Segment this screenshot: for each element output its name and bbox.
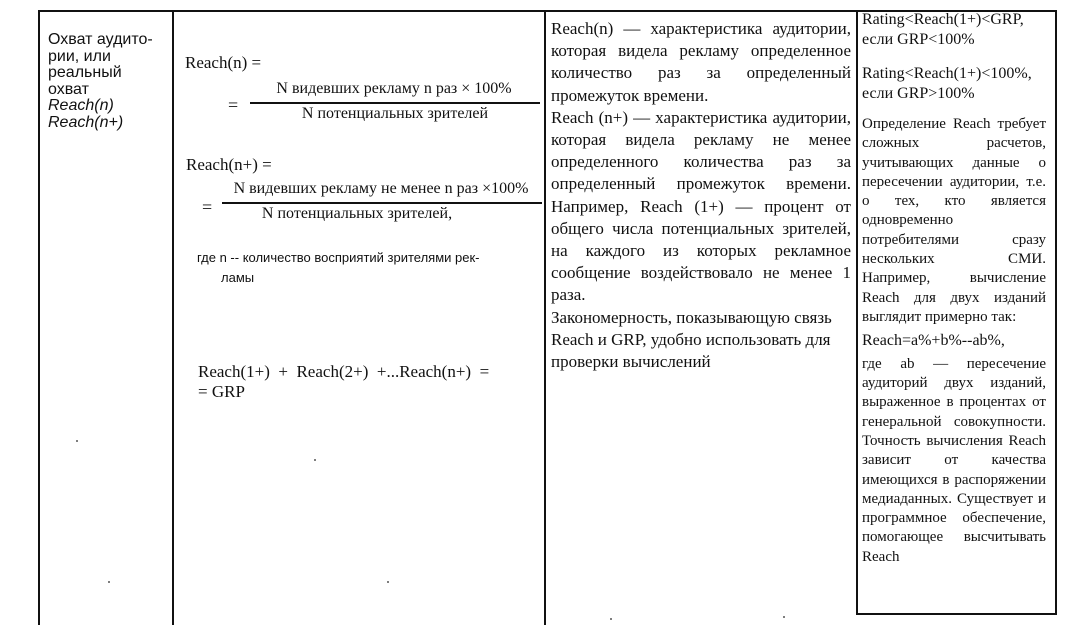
scan-speck (387, 581, 389, 583)
reach-sum-line1: Reach(1+) + Reach(2+) +...Reach(n+) = (198, 362, 490, 381)
scan-speck (76, 440, 78, 442)
table-border-col2 (172, 10, 174, 625)
term-cell (48, 32, 166, 131)
table-border-left (38, 10, 40, 625)
formula2-numerator: N видевших рекламу не менее n раз ×100% (233, 180, 529, 197)
term-title-line: рии, или (48, 47, 111, 65)
term-reach-n: Reach(n) (48, 97, 114, 114)
notes-reach-formula: Reach=a%+b%--ab%, (862, 332, 1005, 350)
table-border-col3 (544, 10, 546, 625)
formula2-denominator: N потенциальных зрителей, (261, 205, 453, 222)
scan-speck (783, 616, 785, 618)
reach-sum-line2: = GRP (198, 382, 245, 401)
formula2-fraction-bar (222, 202, 542, 204)
formula2-equals: = (202, 197, 213, 217)
description-para-grp: Закономерность, показывающую связь Reach и GRP, удобно использовать для проверки вычислений (551, 307, 832, 372)
formula-note-line2: ламы (221, 270, 255, 285)
table-border-right (1055, 10, 1057, 615)
notes-cell (862, 10, 1046, 567)
description-para-reach-n: Reach(n) — характеристика аудитории, которая видела рекламу определенное количество раз за определенный промежуток времени. (551, 19, 851, 105)
formula1-denominator: N потенциальных зрителей (301, 105, 489, 122)
term-reach-n-plus: Reach(n+) (48, 113, 124, 131)
rule2-line2: если GRP>100% (862, 84, 975, 102)
rule1-line2: если GRP<100% (862, 30, 975, 48)
description-para-reach-n-plus: Reach (n+) — характеристика аудитории, которая видела рекламу не менее определенного количества раз за определенный промежуток времени. Например, Reach (1+) — процент от общего числа потенциальных зрителей, на каждого из которых рекламное сообщение воздействовало не менее 1 раза. (551, 107, 851, 305)
term-title-line: охват (48, 80, 89, 98)
scan-speck (610, 618, 612, 620)
term-title-line: реальный (48, 64, 122, 81)
formula1-fraction-bar (250, 102, 540, 104)
formula-note-line1: где n -- количество восприятий зрителями рек- (197, 250, 480, 265)
notes-para-precision: где ab — пересечение аудиторий двух изданий, выраженное в процентах от генеральной совокупности. Точность вычисления Reach зависит от качества имеющихся в распоряжении медиаданных. Существует и программное обеспечение, помогающее высчитывать Reach (862, 355, 1046, 565)
formula2-label: Reach(n+) = (186, 155, 272, 174)
table-border-col4 (856, 10, 858, 615)
scan-speck (314, 459, 316, 461)
description-cell (551, 18, 851, 373)
formula1-numerator: N видевших рекламу n раз × 100% (276, 80, 512, 97)
formula1-label: Reach(n) = (185, 53, 262, 72)
term-title-line: Охват аудито- (48, 31, 153, 48)
rule1-line1: Rating<Reach(1+)<GRP, (862, 11, 1024, 28)
formula1-equals: = (228, 95, 239, 115)
notes-para-overlap: Определение Reach требует сложных расчетов, учитывающих данные о пересечении аудитории, т.е. о тех, кто является одновременно потребителями сразу нескольких СМИ. Например, вычисление Reach для двух изданий выглядит примерно так: (862, 116, 1046, 325)
rule2-line1: Rating<Reach(1+)<100%, (862, 65, 1032, 82)
scan-speck (108, 581, 110, 583)
table-border-bottom-right (856, 613, 1057, 615)
